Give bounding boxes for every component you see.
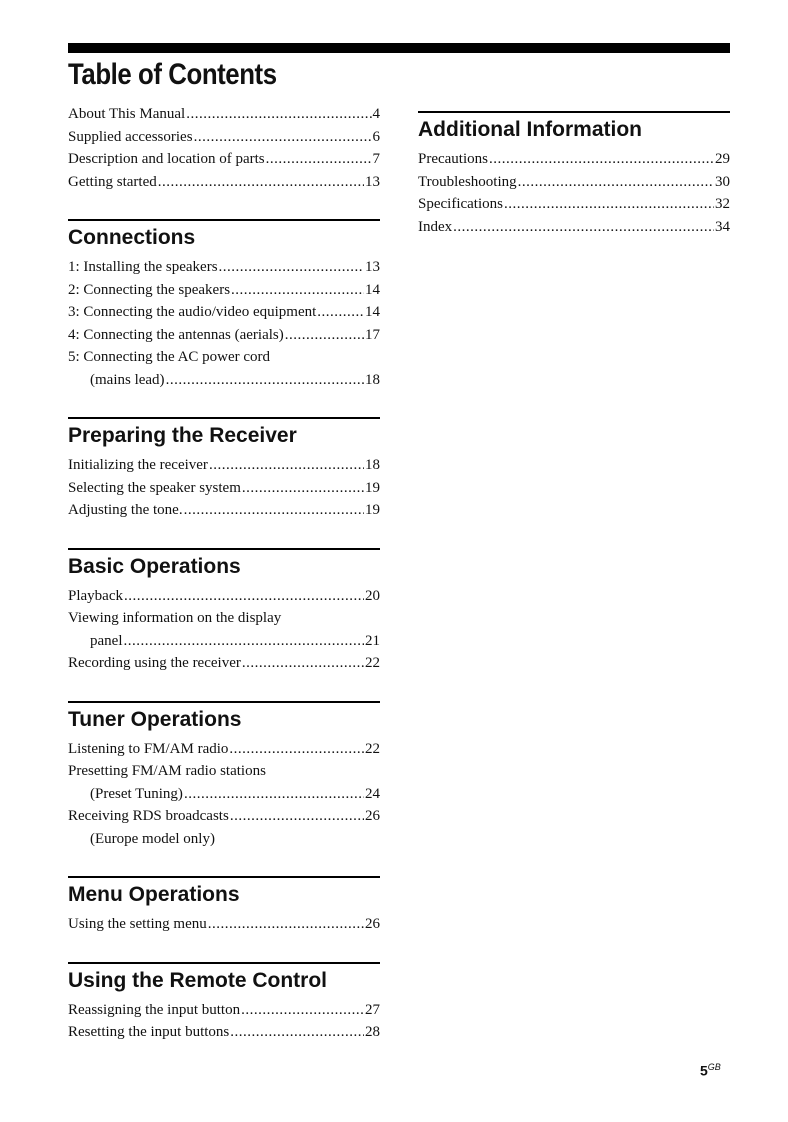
toc-entry-connecting-av[interactable]: 3: Connecting the audio/video equipment ..... 14 (68, 301, 380, 324)
top-rule (68, 43, 730, 53)
toc-entry-playback[interactable]: Playback ..... 20 (68, 585, 380, 608)
toc-section-preparing (68, 417, 380, 522)
toc-entry-precautions[interactable]: Precautions ..... 29 (418, 148, 730, 171)
toc-entry-installing-speakers[interactable]: 1: Installing the speakers ..... 13 (68, 256, 380, 279)
toc-entry-specifications[interactable]: Specifications ..... 32 (418, 193, 730, 216)
section-heading-connections: Connections (68, 226, 196, 249)
toc-section-remote (68, 962, 380, 1044)
toc-entry-about-manual[interactable]: About This Manual ..... 4 (68, 103, 380, 126)
page-title: Table of Contents (68, 58, 277, 91)
toc-entry-ac-power[interactable]: (mains lead) ..... 18 (68, 369, 380, 392)
toc-entry-presetting-line1[interactable]: Presetting FM/AM radio stations (68, 763, 266, 779)
toc-section-additional (418, 111, 730, 238)
toc-entry-rds[interactable]: Receiving RDS broadcasts ..... 26 (68, 805, 380, 828)
toc-entry-connecting-antennas[interactable]: 4: Connecting the antennas (aerials) ..... 17 (68, 324, 380, 347)
toc-entry-recording[interactable]: Recording using the receiver ..... 22 (68, 652, 380, 675)
toc-entry-troubleshooting[interactable]: Troubleshooting ..... 30 (418, 171, 730, 194)
toc-entry-adjusting-tone[interactable]: Adjusting the tone. ..... 19 (68, 499, 380, 522)
toc-entry-getting-started[interactable]: Getting started ..... 13 (68, 171, 380, 194)
toc-entry-viewing-info-line1[interactable]: Viewing information on the display (68, 610, 282, 626)
toc-entry-index[interactable]: Index ..... 34 (418, 216, 730, 239)
toc-entry-resetting[interactable]: Resetting the input buttons ..... 28 (68, 1021, 380, 1044)
toc-left-column (68, 103, 380, 1044)
toc-entry-viewing-info[interactable]: panel ..... 21 (68, 630, 380, 653)
toc-entry-description-parts[interactable]: Description and location of parts ..... 7 (68, 148, 380, 171)
toc-section-tuner (68, 701, 380, 851)
page-number: $5^{GB}$ (700, 1062, 721, 1079)
toc-section-intro (68, 103, 380, 193)
toc-section-connections (68, 219, 380, 391)
toc-entry-rds-line2[interactable]: (Europe model only) (90, 830, 215, 847)
toc-right-column (418, 111, 730, 238)
toc-entry-speaker-system[interactable]: Selecting the speaker system ..... 19 (68, 477, 380, 500)
toc-entry-supplied-accessories[interactable]: Supplied accessories ..... 6 (68, 126, 380, 149)
section-heading-remote: Using the Remote Control (68, 968, 328, 992)
section-heading-menu: Menu Operations (68, 883, 240, 906)
toc-section-basic (68, 548, 380, 675)
section-heading-preparing: Preparing the Receiver (68, 424, 297, 447)
page-number-suffix: GB (707, 1062, 721, 1072)
toc-entry-reassigning[interactable]: Reassigning the input button ..... 27 (68, 999, 380, 1022)
toc-entry-ac-power-line1[interactable]: 5: Connecting the AC power cord (68, 349, 271, 365)
toc-entry-connecting-speakers[interactable]: 2: Connecting the speakers ..... 14 (68, 279, 380, 302)
section-heading-additional: Additional Information (418, 118, 642, 141)
section-heading-tuner: Tuner Operations (68, 707, 242, 731)
toc-section-menu (68, 876, 380, 936)
toc-entry-listening-radio[interactable]: Listening to FM/AM radio ..... 22 (68, 738, 380, 761)
toc-entry-presetting[interactable]: (Preset Tuning) ..... 24 (68, 783, 380, 806)
toc-entry-setting-menu[interactable]: Using the setting menu ..... 26 (68, 913, 380, 936)
section-heading-basic: Basic Operations (68, 554, 241, 578)
toc-entry-initializing[interactable]: Initializing the receiver ..... 18 (68, 454, 380, 477)
